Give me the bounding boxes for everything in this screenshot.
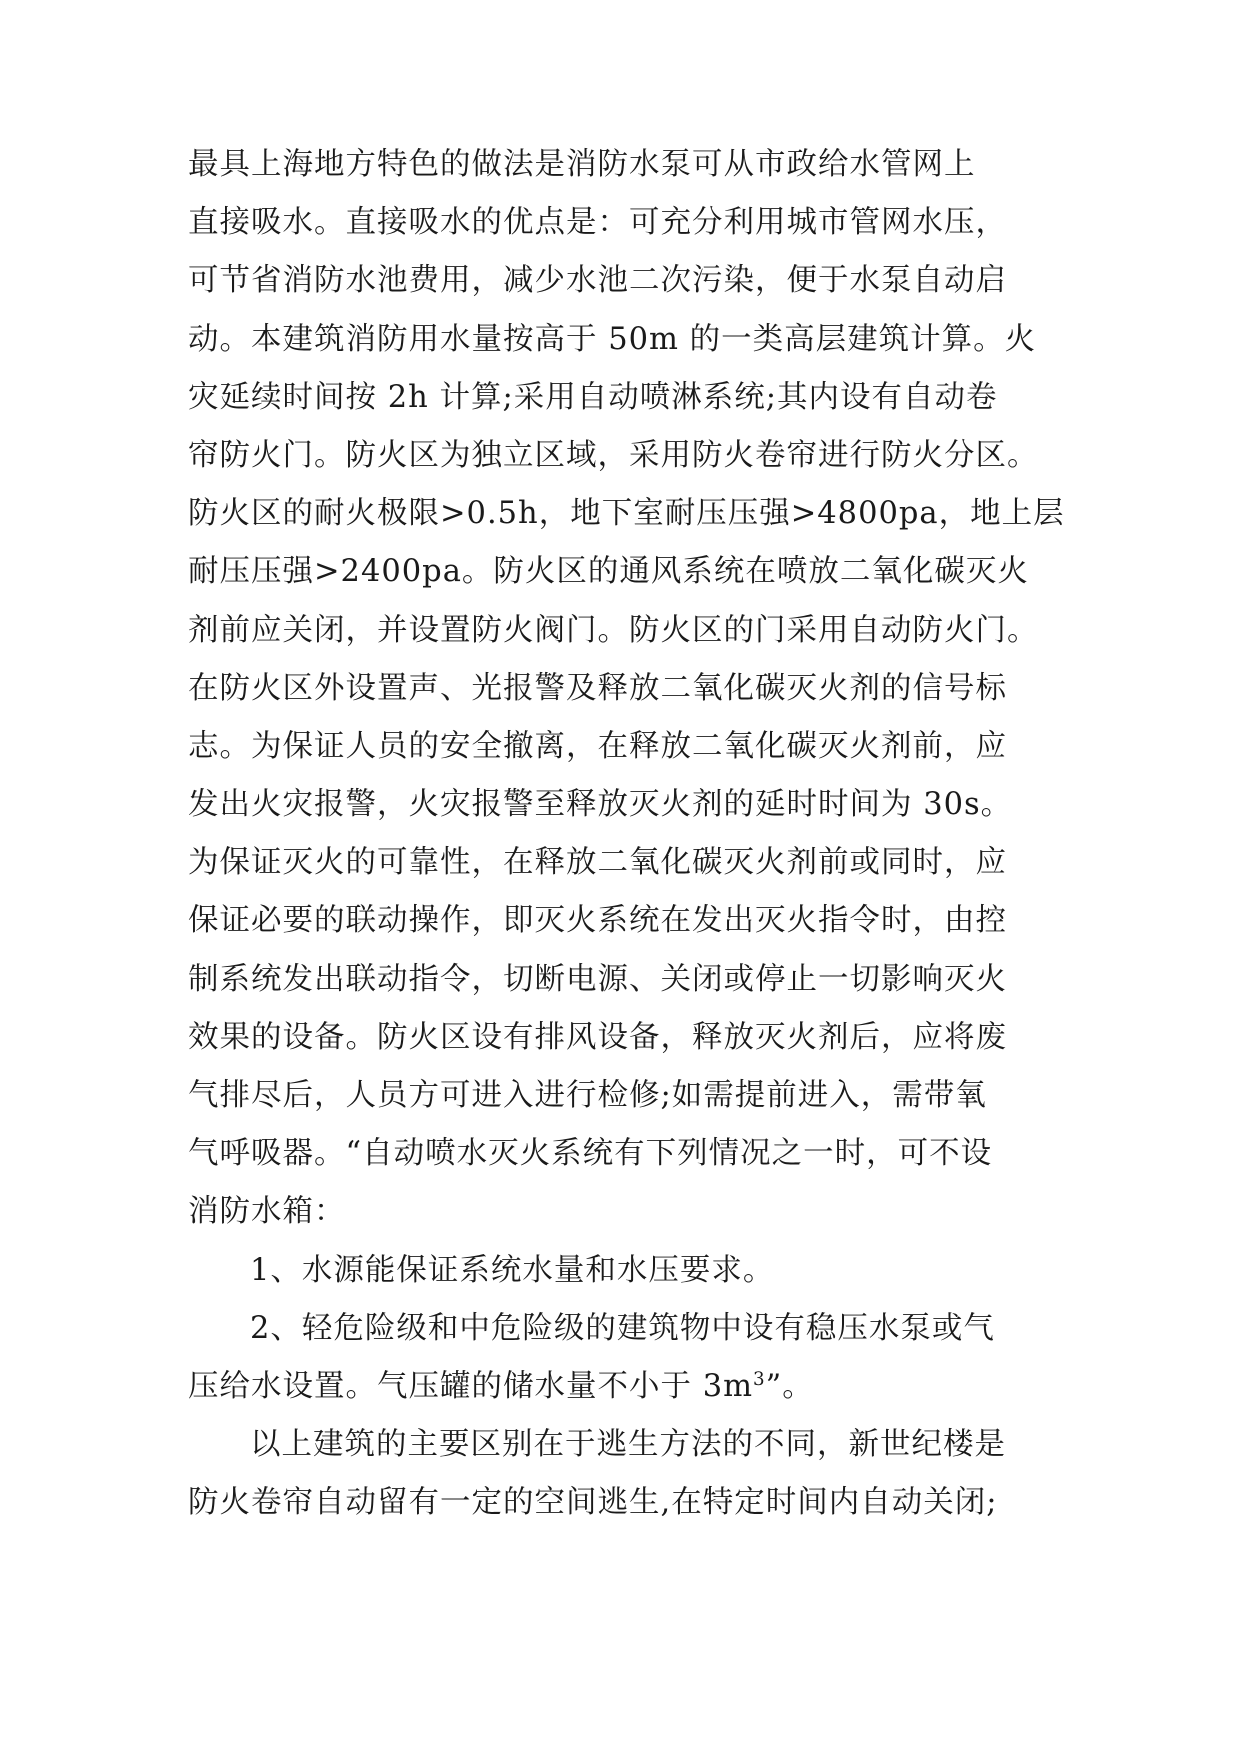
text-line [188,1009,1068,1067]
text-line [188,252,1068,310]
text-line-content: 可节省消防水池费用，减少水池二次污染，便于水泵自动启 [188,263,1007,299]
text-line-content: 气呼吸器。“自动喷水灭火系统有下列情况之一时，可不设 [188,1136,993,1172]
text-line-content: 为保证灭火的可靠性，在释放二氧化碳灭火剂前或同时，应 [188,845,1007,881]
text-line-content: 防火区的耐火极限>0.5h，地下室耐压压强>4800pa，地上层 [188,496,1065,532]
text-line [188,1416,1068,1474]
text-line [188,1300,1068,1358]
text-line [188,543,1068,601]
text-line [188,951,1068,1009]
text-line-content: 耐压压强>2400pa。防火区的通风系统在喷放二氧化碳灭火 [188,554,1029,590]
text-line [188,718,1068,776]
text-line-content: 保证必要的联动操作，即灭火系统在发出灭火指令时，由控 [188,903,1007,939]
text-line [188,776,1068,834]
text-line-content: 1、水源能保证系统水量和水压要求。 [250,1252,775,1288]
text-line [188,369,1068,427]
text-line [188,311,1068,369]
text-line-content: 在防火区外设置声、光报警及释放二氧化碳灭火剂的信号标 [188,670,1007,706]
text-line-content: 2、轻危险级和中危险级的建筑物中设有稳压水泵或气 [250,1310,995,1346]
text-line [188,1125,1068,1183]
text-line-content: 帘防火门。防火区为独立区域，采用防火卷帘进行防火分区。 [188,437,1039,473]
text-line [188,136,1068,194]
text-line-content: 以上建筑的主要区别在于逃生方法的不同，新世纪楼是 [250,1427,1006,1463]
text-line [188,194,1068,252]
text-line [188,1358,1068,1416]
text-line-content: 压给水设置。气压罐的储水量不小于 3m [188,1368,754,1404]
body-text [188,136,1068,1533]
text-line-content: 剂前应关闭，并设置防火阀门。防火区的门采用自动防火门。 [188,612,1039,648]
text-line-content: 效果的设备。防火区设有排风设备，释放灭火剂后，应将废 [188,1019,1007,1055]
text-line [188,834,1068,892]
text-line-content: 动。本建筑消防用水量按高于 50m 的一类高层建筑计算。火 [188,321,1037,357]
text-line-content: 气排尽后，人员方可进入进行检修;如需提前进入，需带氧 [188,1078,987,1113]
text-line-content: 防火卷帘自动留有一定的空间逃生,在特定时间内自动关闭; [188,1485,998,1521]
text-line-content: 制系统发出联动指令，切断电源、关闭或停止一切影响灭火 [188,961,1007,997]
text-line [188,1067,1068,1125]
text-line [188,1242,1068,1300]
text-line [188,660,1068,718]
text-line [188,1183,1068,1241]
text-line-content: 直接吸水。直接吸水的优点是：可充分利用城市管网水压， [188,205,1007,241]
text-line-content: 发出火灾报警，火灾报警至释放灭火剂的延时时间为 30s。 [188,787,1013,823]
text-line [188,485,1068,543]
text-line-content: 消防水箱： [188,1194,346,1230]
text-line-tail: ”。 [765,1368,814,1404]
text-line [188,427,1068,485]
text-line [188,892,1068,950]
text-line [188,1474,1068,1532]
text-line-content: 志。为保证人员的安全撤离，在释放二氧化碳灭火剂前，应 [188,728,1007,764]
text-line-content: 灾延续时间按 2h 计算;采用自动喷淋系统;其内设有自动卷 [188,379,998,415]
text-line-content: 最具上海地方特色的做法是消防水泵可从市政给水管网上 [188,147,976,182]
superscript: 3 [753,1368,766,1390]
text-line [188,602,1068,660]
